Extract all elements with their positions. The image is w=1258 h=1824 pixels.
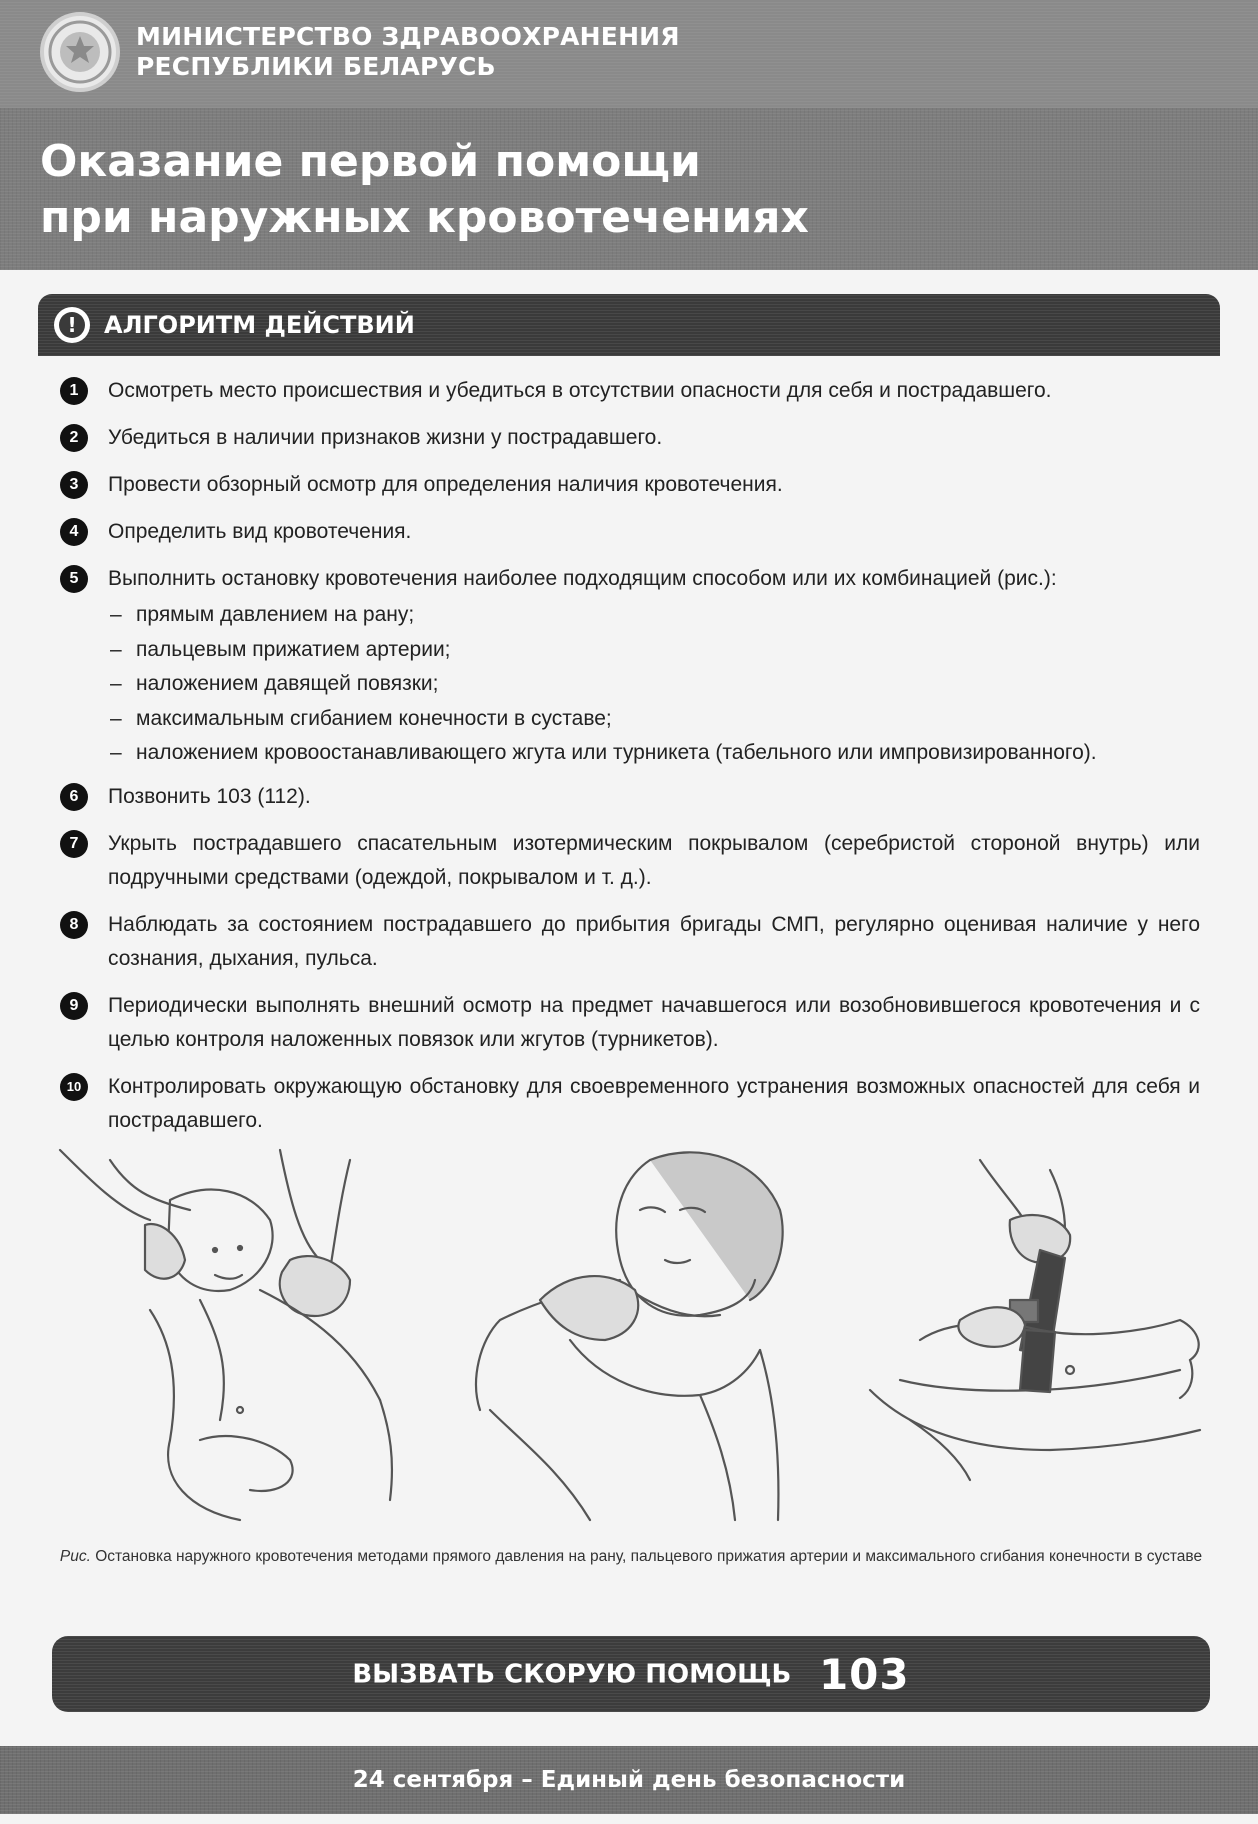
step-number-icon: 5 — [60, 565, 88, 593]
algorithm-heading: АЛГОРИТМ ДЕЙСТВИЙ — [104, 311, 415, 339]
call-ambulance-bar — [52, 1636, 1210, 1712]
step-number-icon: 9 — [60, 992, 88, 1020]
step-text: Наблюдать за состоянием пострадавшего до прибытия бригады СМП, регулярно оценивая наличие у него сознания, дыхания, пульса. — [108, 912, 1200, 970]
figure-caption — [56, 1544, 1206, 1570]
step-item — [60, 515, 1200, 549]
header — [0, 0, 1258, 270]
step-item — [60, 989, 1200, 1057]
step-item — [60, 1070, 1200, 1138]
ministry-name — [136, 22, 680, 82]
step-subitem: – прямым давлением на рану; — [108, 598, 1200, 633]
title-line-2: при наружных кровотечениях — [40, 192, 809, 243]
emergency-number: 103 — [818, 1649, 910, 1699]
title-line-1: Оказание первой помощи — [40, 136, 701, 187]
step-item — [60, 468, 1200, 502]
step-text: Убедиться в наличии признаков жизни у пострадавшего. — [108, 426, 663, 449]
direct-pressure-illustration — [50, 1140, 420, 1530]
step-text: Выполнить остановку кровотечения наиболее подходящим способом или их комбинацией (рис.): — [108, 567, 1057, 590]
step-item — [60, 908, 1200, 976]
step-subitem: – пальцевым прижатием артерии; — [108, 633, 1200, 668]
tourniquet-illustration — [850, 1140, 1210, 1530]
step-sublist — [108, 598, 1200, 771]
step-item — [60, 780, 1200, 814]
step-text: Укрыть пострадавшего спасательным изотермическим покрывалом (серебристой стороной внутрь) или подручными средствами (одеждой, покрывалом и т. д.). — [108, 831, 1200, 889]
exclamation-icon: ! — [54, 307, 90, 343]
step-text: Осмотреть место происшествия и убедиться в отсутствии опасности для себя и пострадавшего. — [108, 379, 1052, 402]
step-text: Определить вид кровотечения. — [108, 520, 412, 543]
step-item — [60, 827, 1200, 895]
step-item — [60, 562, 1200, 771]
step-number-icon: 3 — [60, 471, 88, 499]
algorithm-heading-bar — [38, 294, 1220, 356]
step-number-icon: 7 — [60, 830, 88, 858]
step-number-icon: 10 — [60, 1073, 88, 1101]
ministry-line-2: РЕСПУБЛИКИ БЕЛАРУСЬ — [136, 52, 496, 81]
step-number-icon: 2 — [60, 424, 88, 452]
ministry-line-1: МИНИСТЕРСТВО ЗДРАВООХРАНЕНИЯ — [136, 22, 680, 51]
algorithm-steps — [60, 374, 1200, 1151]
page-title — [40, 134, 809, 246]
caption-prefix: Рис. — [59, 1548, 91, 1565]
artery-compression-illustration — [460, 1140, 820, 1530]
footer-text: 24 сентября – Единый день безопасности — [352, 1767, 906, 1793]
step-number-icon: 1 — [60, 377, 88, 405]
step-item — [60, 374, 1200, 408]
step-text: Позвонить 103 (112). — [108, 784, 311, 808]
step-item — [60, 421, 1200, 455]
step-text: Контролировать окружающую обстановку для своевременного устранения возможных опасностей для себя и пострадавшего. — [108, 1074, 1200, 1132]
step-subitem: – максимальным сгибанием конечности в суставе; — [108, 702, 1200, 737]
step-number-icon: 4 — [60, 518, 88, 546]
step-text: Провести обзорный осмотр для определения наличия кровотечения. — [108, 473, 783, 496]
step-number-icon: 8 — [60, 911, 88, 939]
coat-of-arms-icon — [40, 12, 120, 92]
call-ambulance-label: ВЫЗВАТЬ СКОРУЮ ПОМОЩЬ — [352, 1659, 792, 1690]
step-text: Периодически выполнять внешний осмотр на предмет начавшегося или возобновившегося кровотечения и с целью контроля наложенных повязок или жгутов (турникетов). — [108, 993, 1200, 1051]
step-subitem: – наложением кровоостанавливающего жгута или турникета (табельного или импровизированного). — [108, 736, 1200, 771]
step-subitem: – наложением давящей повязки; — [108, 667, 1200, 702]
footer — [0, 1746, 1258, 1814]
caption-text: Остановка наружного кровотечения методами прямого давления на рану, пальцевого прижатия артерии и максимального сгибания конечности в суставе — [95, 1548, 1203, 1565]
step-number-icon: 6 — [60, 783, 88, 811]
